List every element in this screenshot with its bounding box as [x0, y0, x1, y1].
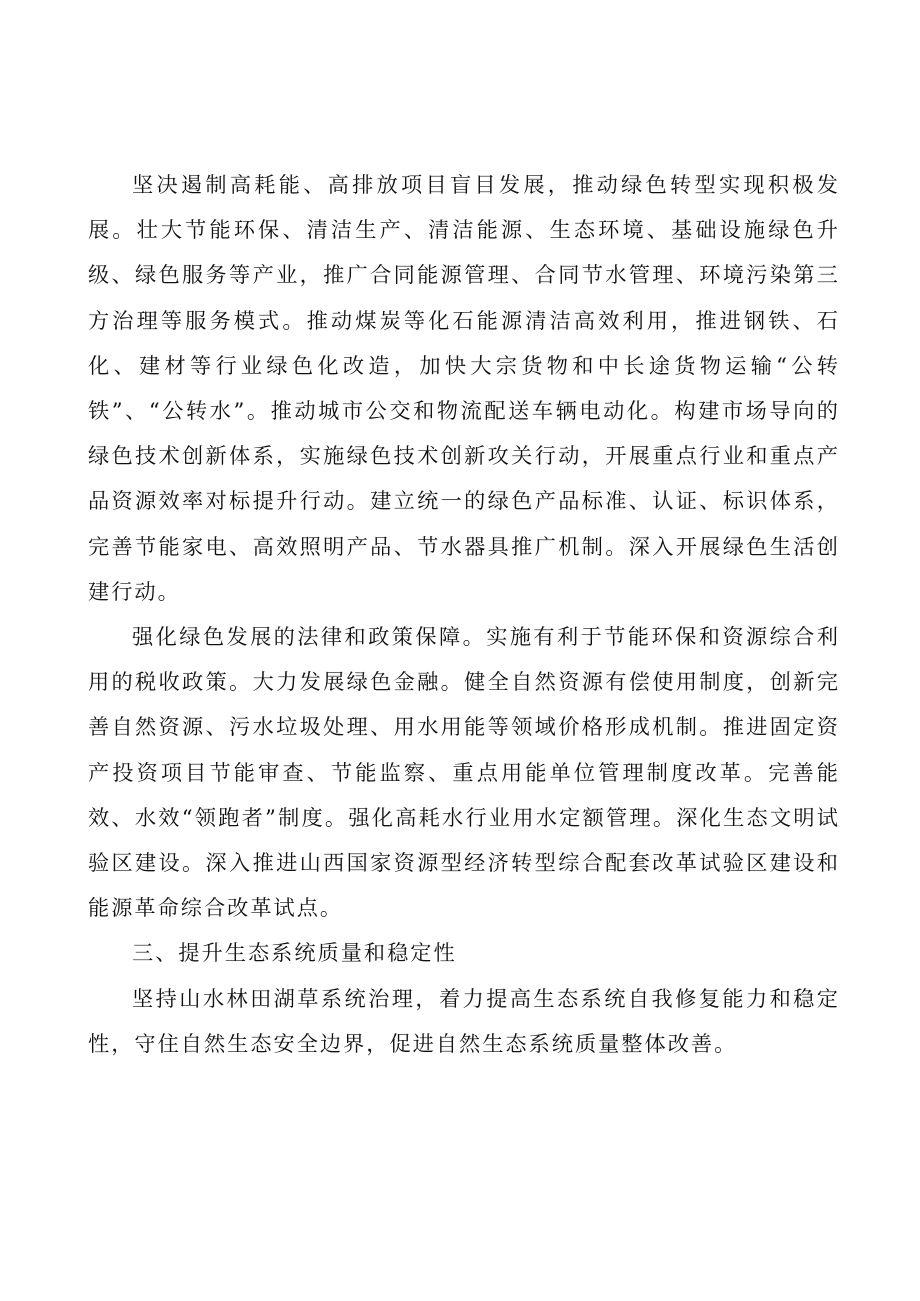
section-heading: 三、提升生态系统质量和稳定性 — [132, 940, 457, 966]
document-body — [88, 162, 840, 1066]
paragraph-green-transformation: 坚决遏制高耗能、高排放项目盲目发展，推动绿色转型实现积极发展。壮大节能环保、清洁生产、清洁能源、生态环境、基础设施绿色升级、绿色服务等产业，推广合同能源管理、合同节水管理、环境污染第三方治理等服务模式。推动煤炭等化石能源清洁高效利用，推进钢铁、石化、建材等行业绿色化改造，加快大宗货物和中长途货物运输“公转铁”、“公转水”。推动城市公交和物流配送车辆电动化。构建市场导向的绿色技术创新体系，实施绿色技术创新攻关行动，开展重点行业和重点产品资源效率对标提升行动。建立统一的绿色产品标准、认证、标识体系，完善节能家电、高效照明产品、节水器具推广机制。深入开展绿色生活创建行动。 — [88, 172, 840, 604]
paragraph-ecosystem-governance: 坚持山水林田湖草系统治理，着力提高生态系统自我修复能力和稳定性，守住自然生态安全边界，促进自然生态系统质量整体改善。 — [88, 985, 840, 1056]
paragraph-policy-guarantee: 强化绿色发展的法律和政策保障。实施有利于节能环保和资源综合利用的税收政策。大力发展绿色金融。健全自然资源有偿使用制度，创新完善自然资源、污水垃圾处理、用水用能等领域价格形成机制。推进固定资产投资项目节能审查、节能监察、重点用能单位管理制度改革。完善能效、水效“领跑者”制度。强化高耗水行业用水定额管理。深化生态文明试验区建设。深入推进山西国家资源型经济转型综合配套改革试验区建设和能源革命综合改革试点。 — [88, 624, 840, 921]
